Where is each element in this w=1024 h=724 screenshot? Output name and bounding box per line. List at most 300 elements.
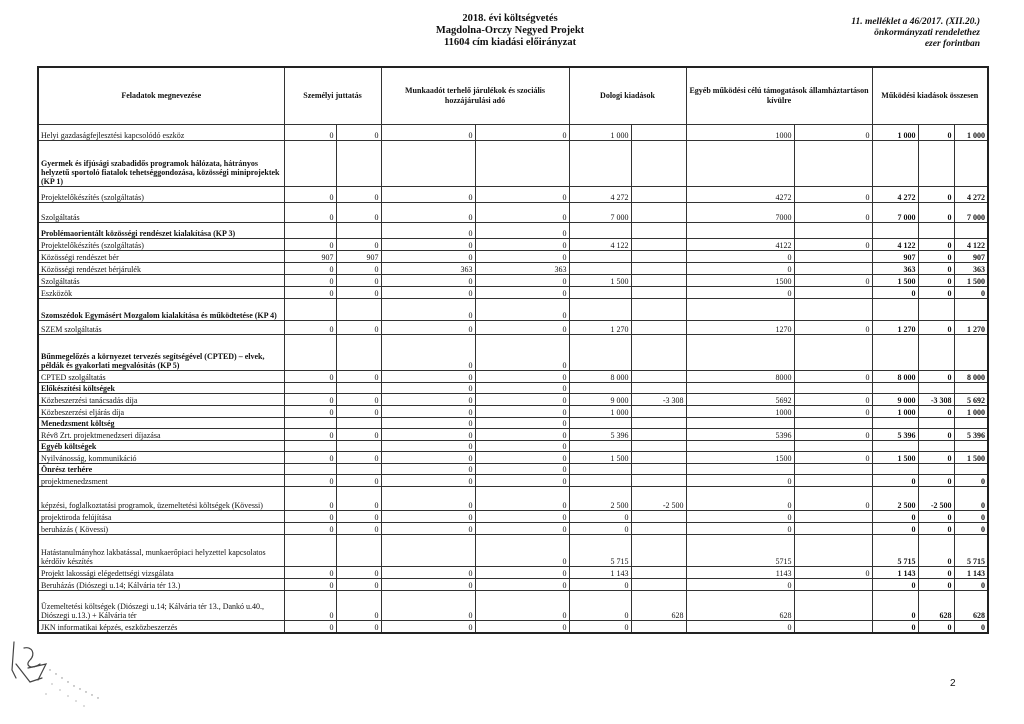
amount-cell: 0 [918,125,954,141]
row-label-cell: Projekt lakossági elégedettségi vizsgálata [38,567,284,579]
row-label-cell: Közösségi rendészet bérjárulék [38,263,284,275]
table-row [38,251,988,263]
amount-cell [381,141,475,187]
amount-cell [794,251,872,263]
amount-cell: 0 [475,394,569,406]
amount-cell: 0 [918,579,954,591]
amount-cell: 0 [918,275,954,287]
row-label-cell: Projektelőkészítés (szolgáltatás) [38,239,284,251]
amount-cell: 1 500 [569,275,631,287]
amount-cell: 5 396 [569,429,631,441]
amount-cell: 0 [381,371,475,383]
amount-cell [918,299,954,321]
amount-cell [794,418,872,429]
amount-cell: 0 [284,125,336,141]
amount-cell [569,464,631,475]
amount-cell: 0 [872,579,918,591]
amount-cell [872,335,918,371]
amount-cell: 0 [336,621,381,633]
amount-cell: 8 000 [569,371,631,383]
amount-cell: 0 [284,239,336,251]
amount-cell: 5715 [686,535,794,567]
amount-cell [631,251,686,263]
amount-cell: 1500 [686,452,794,464]
col-header-operating-total: Működési kiadások összesen [872,67,988,125]
header-expenditure-title: 11604 cím kiadási előirányzat [443,37,577,48]
row-label-cell: Önrész terhére [38,464,284,475]
amount-cell: 0 [284,203,336,223]
amount-cell: 0 [381,452,475,464]
amount-cell: 0 [794,487,872,511]
amount-cell [686,441,794,452]
amount-cell [686,299,794,321]
amount-cell: 0 [336,275,381,287]
amount-cell: 0 [381,383,475,394]
amount-cell [631,475,686,487]
amount-unit: ezer forintban [924,39,980,49]
amount-cell: 0 [336,287,381,299]
row-label-cell: JKN informatikai képzés, eszközbeszerzés [38,621,284,633]
table-row [38,567,988,579]
amount-cell [631,406,686,418]
table-row [38,321,988,335]
col-header-material-expenses: Dologi kiadások [569,67,686,125]
amount-cell [569,383,631,394]
amount-cell: 0 [475,125,569,141]
amount-cell: 0 [381,475,475,487]
row-label-cell: Üzemeltetési költségek (Diószegi u.14; Kálvária tér 13., Dankó u.40., Diószegi u.13.) + Kálvária tér [38,591,284,621]
row-label-cell: Hatástanulmányhoz lakbatással, munkaerőpiaci helyzettel kapcsolatos kérdőív készítés [38,535,284,567]
amount-cell: 0 [475,579,569,591]
amount-cell: 5 715 [872,535,918,567]
table-row [38,239,988,251]
amount-cell [631,535,686,567]
amount-cell: 907 [954,251,988,263]
amount-cell: 1 270 [872,321,918,335]
amount-cell: 0 [336,203,381,223]
amount-cell: 0 [284,621,336,633]
amount-cell: 0 [475,406,569,418]
amount-cell: 0 [381,418,475,429]
amount-cell: 1 000 [872,406,918,418]
amount-cell: 907 [336,251,381,263]
amount-cell: 4 272 [569,187,631,203]
amount-cell: 0 [336,591,381,621]
amount-cell: 0 [381,203,475,223]
amount-cell [954,441,988,452]
amount-cell: 0 [794,567,872,579]
amount-cell [794,464,872,475]
table-row [38,523,988,535]
amount-cell: 0 [475,621,569,633]
amount-cell: 0 [475,452,569,464]
amount-cell [794,223,872,239]
table-row [38,141,988,187]
amount-cell [918,141,954,187]
row-label-cell: Szomszédok Egymásért Mozgalom kialakítása és működtetése (KP 4) [38,299,284,321]
amount-cell: 0 [954,621,988,633]
amount-cell: 1 000 [872,125,918,141]
amount-cell: 0 [872,511,918,523]
amount-cell: 0 [381,287,475,299]
amount-cell [569,141,631,187]
amount-cell: 0 [336,511,381,523]
amount-cell: 0 [475,535,569,567]
amount-cell: 0 [475,187,569,203]
amount-cell [631,223,686,239]
amount-cell: 0 [686,251,794,263]
amount-cell: 0 [475,475,569,487]
amount-cell: 0 [918,511,954,523]
amount-cell: 363 [872,263,918,275]
amount-cell [631,441,686,452]
amount-cell [336,535,381,567]
amount-cell: 0 [336,475,381,487]
amount-cell: 1 000 [954,406,988,418]
amount-cell [284,441,336,452]
amount-cell: 0 [284,591,336,621]
amount-cell: 0 [475,383,569,394]
amount-cell [631,371,686,383]
amount-cell: 0 [284,287,336,299]
amount-cell: 628 [954,591,988,621]
amount-cell [336,141,381,187]
amount-cell [569,299,631,321]
col-header-employer-contributions: Munkaadót terhelő járulékok és szociális hozzájárulási adó [381,67,569,125]
amount-cell: 0 [284,187,336,203]
table-body [38,125,988,633]
amount-cell: 8000 [686,371,794,383]
amount-cell: 9 000 [569,394,631,406]
amount-cell: 5 396 [872,429,918,441]
amount-cell: 0 [954,475,988,487]
table-row [38,275,988,287]
amount-cell: 0 [918,321,954,335]
amount-cell [794,441,872,452]
amount-cell: -3 308 [918,394,954,406]
amount-cell: 0 [872,591,918,621]
amount-cell [381,535,475,567]
amount-cell: 1 500 [872,452,918,464]
table-row [38,535,988,567]
amount-cell [631,187,686,203]
col-header-personnel: Személyi juttatás [284,67,381,125]
amount-cell: 0 [336,523,381,535]
amount-cell: 1 270 [954,321,988,335]
amount-cell: 0 [918,239,954,251]
row-label-cell: Nyilvánosság, kommunikáció [38,452,284,464]
amount-cell [631,287,686,299]
amount-cell [918,383,954,394]
amount-cell: 0 [686,263,794,275]
handwritten-signature [2,634,112,714]
amount-cell: 0 [475,591,569,621]
header-project-name: Magdolna-Orczy Negyed Projekt [435,25,585,36]
amount-cell: 0 [381,621,475,633]
amount-cell: 0 [794,203,872,223]
amount-cell: 1 500 [954,275,988,287]
amount-cell: 0 [336,452,381,464]
amount-cell: 0 [381,567,475,579]
annex-reference [780,17,980,50]
table-row [38,371,988,383]
table-row [38,487,988,511]
amount-cell: 0 [336,394,381,406]
amount-cell: 0 [686,475,794,487]
amount-cell [569,251,631,263]
amount-cell [918,464,954,475]
amount-cell [631,299,686,321]
amount-cell: 5692 [686,394,794,406]
amount-cell: 0 [918,263,954,275]
amount-cell: 0 [918,475,954,487]
amount-cell: 0 [918,535,954,567]
amount-cell: 0 [794,429,872,441]
amount-cell: 0 [336,487,381,511]
amount-cell: 0 [284,263,336,275]
amount-cell [954,464,988,475]
amount-cell [336,383,381,394]
amount-cell: 0 [954,487,988,511]
amount-cell [284,535,336,567]
amount-cell: 5396 [686,429,794,441]
header-budget-year: 2018. évi költségvetés [462,13,558,24]
amount-cell: 0 [794,394,872,406]
amount-cell [336,223,381,239]
amount-cell: 0 [686,287,794,299]
amount-cell: 0 [475,511,569,523]
row-label-cell: Helyi gazdaságfejlesztési kapcsolódó eszköz [38,125,284,141]
amount-cell: 1 500 [954,452,988,464]
amount-cell: 0 [381,441,475,452]
amount-cell [954,383,988,394]
amount-cell [872,441,918,452]
amount-cell: 0 [794,371,872,383]
amount-cell: 0 [872,475,918,487]
amount-cell: 0 [336,429,381,441]
amount-cell: 8 000 [872,371,918,383]
amount-cell: 0 [475,487,569,511]
amount-cell [631,125,686,141]
amount-cell [794,299,872,321]
row-label-cell: Beruházás (Diószegi u.14; Kálvária tér 13.) [38,579,284,591]
amount-cell: 0 [284,475,336,487]
amount-cell: 0 [336,125,381,141]
amount-cell [336,464,381,475]
amount-cell: 0 [872,523,918,535]
amount-cell: 5 715 [954,535,988,567]
table-row [38,203,988,223]
amount-cell: 907 [872,251,918,263]
amount-cell: 0 [794,452,872,464]
row-label-cell: Rév8 Zrt. projektmenedzseri díjazása [38,429,284,441]
amount-cell: 0 [794,187,872,203]
annex-decree: önkormányzati rendelethez [874,28,980,38]
amount-cell: 0 [336,321,381,335]
amount-cell: 0 [381,429,475,441]
table-row [38,475,988,487]
amount-cell: 0 [686,487,794,511]
row-label-cell: Eszközök [38,287,284,299]
amount-cell [631,523,686,535]
amount-cell [794,141,872,187]
amount-cell: 0 [918,429,954,441]
amount-cell: 7 000 [569,203,631,223]
row-label-cell: Előkészítési költségek [38,383,284,394]
amount-cell: 0 [381,251,475,263]
amount-cell: 363 [475,263,569,275]
amount-cell [631,579,686,591]
amount-cell [872,383,918,394]
amount-cell [686,418,794,429]
amount-cell: 0 [686,621,794,633]
table-row [38,299,988,321]
amount-cell: 4272 [686,187,794,203]
amount-cell: 0 [918,251,954,263]
amount-cell: 0 [918,287,954,299]
amount-cell [336,441,381,452]
amount-cell [686,464,794,475]
amount-cell: 0 [954,511,988,523]
amount-cell: 0 [284,321,336,335]
amount-cell: 0 [475,299,569,321]
amount-cell: 1000 [686,406,794,418]
amount-cell: 0 [794,406,872,418]
amount-cell: -2 500 [631,487,686,511]
amount-cell [336,299,381,321]
amount-cell [336,335,381,371]
row-label-cell: Egyéb költségek [38,441,284,452]
amount-cell [631,418,686,429]
amount-cell [686,223,794,239]
amount-cell [794,535,872,567]
amount-cell: 628 [686,591,794,621]
amount-cell: 0 [381,335,475,371]
amount-cell: 0 [381,321,475,335]
amount-cell: 0 [686,523,794,535]
amount-cell: 0 [475,335,569,371]
amount-cell: 7 000 [954,203,988,223]
amount-cell [954,335,988,371]
amount-cell: 5 396 [954,429,988,441]
amount-cell [631,239,686,251]
amount-cell [631,263,686,275]
amount-cell: 1 270 [569,321,631,335]
amount-cell: 0 [475,321,569,335]
row-label-cell: Közösségi rendészet bér [38,251,284,263]
amount-cell: 1 143 [569,567,631,579]
amount-cell: 363 [381,263,475,275]
row-label-cell: CPTED szolgáltatás [38,371,284,383]
amount-cell: 628 [918,591,954,621]
amount-cell [794,383,872,394]
amount-cell [631,203,686,223]
row-label-cell: Problémaorientált közösségi rendészet kialakítása (KP 3) [38,223,284,239]
amount-cell: 0 [475,371,569,383]
amount-cell [569,418,631,429]
amount-cell: 0 [954,523,988,535]
table-row [38,406,988,418]
amount-cell [794,511,872,523]
amount-cell: 0 [475,275,569,287]
table-row [38,511,988,523]
row-label-cell: projektmenedzsment [38,475,284,487]
amount-cell: 628 [631,591,686,621]
amount-cell: 0 [284,371,336,383]
amount-cell: 0 [918,452,954,464]
amount-cell: 0 [918,567,954,579]
amount-cell: 0 [569,579,631,591]
amount-cell [569,441,631,452]
amount-cell: 0 [336,371,381,383]
amount-cell: 0 [475,429,569,441]
amount-cell: 0 [284,394,336,406]
amount-cell [631,321,686,335]
row-label-cell: SZEM szolgáltatás [38,321,284,335]
amount-cell: 1 500 [569,452,631,464]
amount-cell: 0 [284,406,336,418]
amount-cell: 0 [475,441,569,452]
amount-cell: 0 [475,464,569,475]
amount-cell: 0 [336,406,381,418]
amount-cell [794,287,872,299]
table-row [38,187,988,203]
row-label-cell: Közbeszerzési eljárás díja [38,406,284,418]
table-row [38,383,988,394]
amount-cell: 4122 [686,239,794,251]
amount-cell [872,299,918,321]
amount-cell [954,141,988,187]
amount-cell: 0 [284,275,336,287]
amount-cell: 4 272 [872,187,918,203]
table-row [38,429,988,441]
row-label-cell: képzési, foglalkoztatási programok, üzemeltetési költségek (Kövessi) [38,487,284,511]
amount-cell: 4 122 [872,239,918,251]
amount-cell: 0 [381,406,475,418]
amount-cell [284,299,336,321]
table-row [38,223,988,239]
amount-cell: 0 [381,223,475,239]
amount-cell: 0 [475,203,569,223]
amount-cell [284,223,336,239]
amount-cell: 8 000 [954,371,988,383]
amount-cell [794,621,872,633]
amount-cell [569,287,631,299]
amount-cell: 0 [475,567,569,579]
amount-cell: -2 500 [918,487,954,511]
amount-cell [631,335,686,371]
amount-cell [284,383,336,394]
amount-cell [872,223,918,239]
amount-cell: 2 500 [872,487,918,511]
amount-cell [631,567,686,579]
amount-cell: 4 122 [954,239,988,251]
annex-number: 11. melléklet a 46/2017. (XII.20.) [851,17,980,27]
amount-cell: 0 [686,511,794,523]
table-row [38,394,988,406]
amount-cell [569,335,631,371]
amount-cell: 0 [475,523,569,535]
amount-cell: 1 000 [954,125,988,141]
amount-cell: 0 [475,239,569,251]
row-label-cell: Gyermek és ifjúsági szabadidős programok hálózata, hátrányos helyzetű sportoló fiatalok tehetséggondozása, közösségi miniprojektek (KP 1) [38,141,284,187]
amount-cell [872,418,918,429]
amount-cell: 0 [954,579,988,591]
document-header [380,13,640,49]
amount-cell [918,418,954,429]
amount-cell: 0 [918,406,954,418]
amount-cell: 0 [336,239,381,251]
